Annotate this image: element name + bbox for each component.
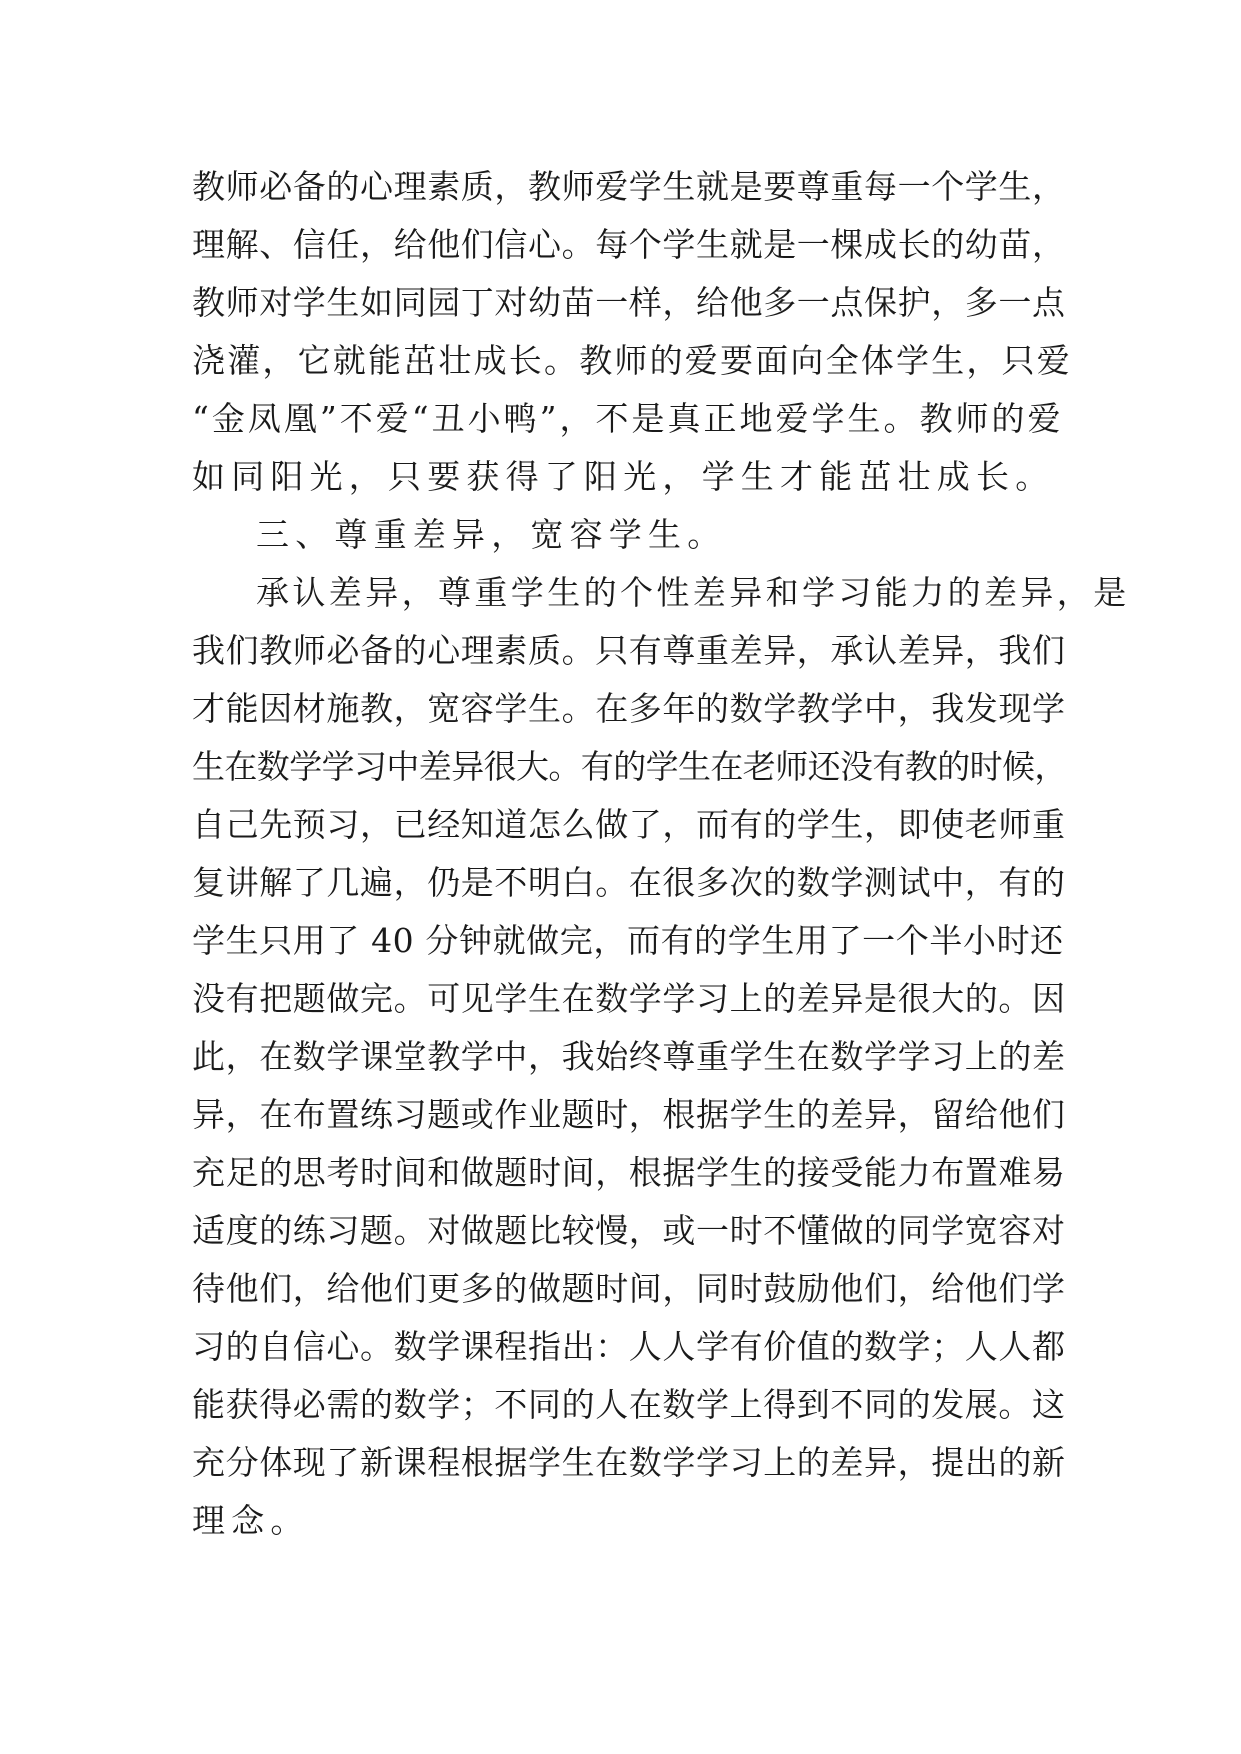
text-line: 自己先预习，已经知道怎么做了，而有的学生，即使老师重 xyxy=(192,805,1066,844)
text-line: 理念。 xyxy=(192,1501,310,1540)
text-line: “金凤凰”不爱“丑小鸭”，不是真正地爱学生。教师的爱 xyxy=(192,399,1064,438)
text-line: 没有把题做完。可见学生在数学学习上的差异是很大的。因 xyxy=(192,979,1066,1018)
text-line: 适度的练习题。对做题比较慢，或一时不懂做的同学宽容对 xyxy=(192,1211,1066,1250)
text-line: 异，在布置练习题或作业题时，根据学生的差异，留给他们 xyxy=(192,1095,1066,1134)
text-line: 才能因材施教，宽容学生。在多年的数学教学中，我发现学 xyxy=(192,689,1066,728)
text-line: 如同阳光，只要获得了阳光，学生才能茁壮成长。 xyxy=(192,457,1055,496)
section-heading: 三、尊重差异，宽容学生。 xyxy=(256,515,727,554)
text-line: 生在数学学习中差异很大。有的学生在老师还没有教的时候， xyxy=(192,747,1067,786)
text-line: 教师必备的心理素质，教师爱学生就是要尊重每一个学生， xyxy=(192,167,1066,206)
text-line: 承认差异，尊重学生的个性差异和学习能力的差异，是 xyxy=(256,573,1130,612)
text-line: 教师对学生如同园丁对幼苗一样，给他多一点保护，多一点 xyxy=(192,283,1066,322)
text-line: 理解、信任，给他们信心。每个学生就是一棵成长的幼苗， xyxy=(192,225,1066,264)
text-line: 此，在数学课堂教学中，我始终尊重学生在数学学习上的差 xyxy=(192,1037,1066,1076)
text-line: 复讲解了几遍，仍是不明白。在很多次的数学测试中，有的 xyxy=(192,863,1066,902)
text-line: 充足的思考时间和做题时间，根据学生的接受能力布置难易 xyxy=(192,1153,1066,1192)
text-line: 能获得必需的数学；不同的人在数学上得到不同的发展。这 xyxy=(192,1385,1066,1424)
text-line: 习的自信心。数学课程指出：人人学有价值的数学；人人都 xyxy=(192,1327,1066,1366)
text-line: 浇灌，它就能茁壮成长。教师的爱要面向全体学生，只爱 xyxy=(192,341,1072,380)
text-line: 待他们，给他们更多的做题时间，同时鼓励他们，给他们学 xyxy=(192,1269,1066,1308)
text-line: 充分体现了新课程根据学生在数学学习上的差异，提出的新 xyxy=(192,1443,1066,1482)
text-line: 学生只用了 40 分钟就做完，而有的学生用了一个半小时还 xyxy=(192,921,1064,960)
text-line: 我们教师必备的心理素质。只有尊重差异，承认差异，我们 xyxy=(192,631,1066,670)
